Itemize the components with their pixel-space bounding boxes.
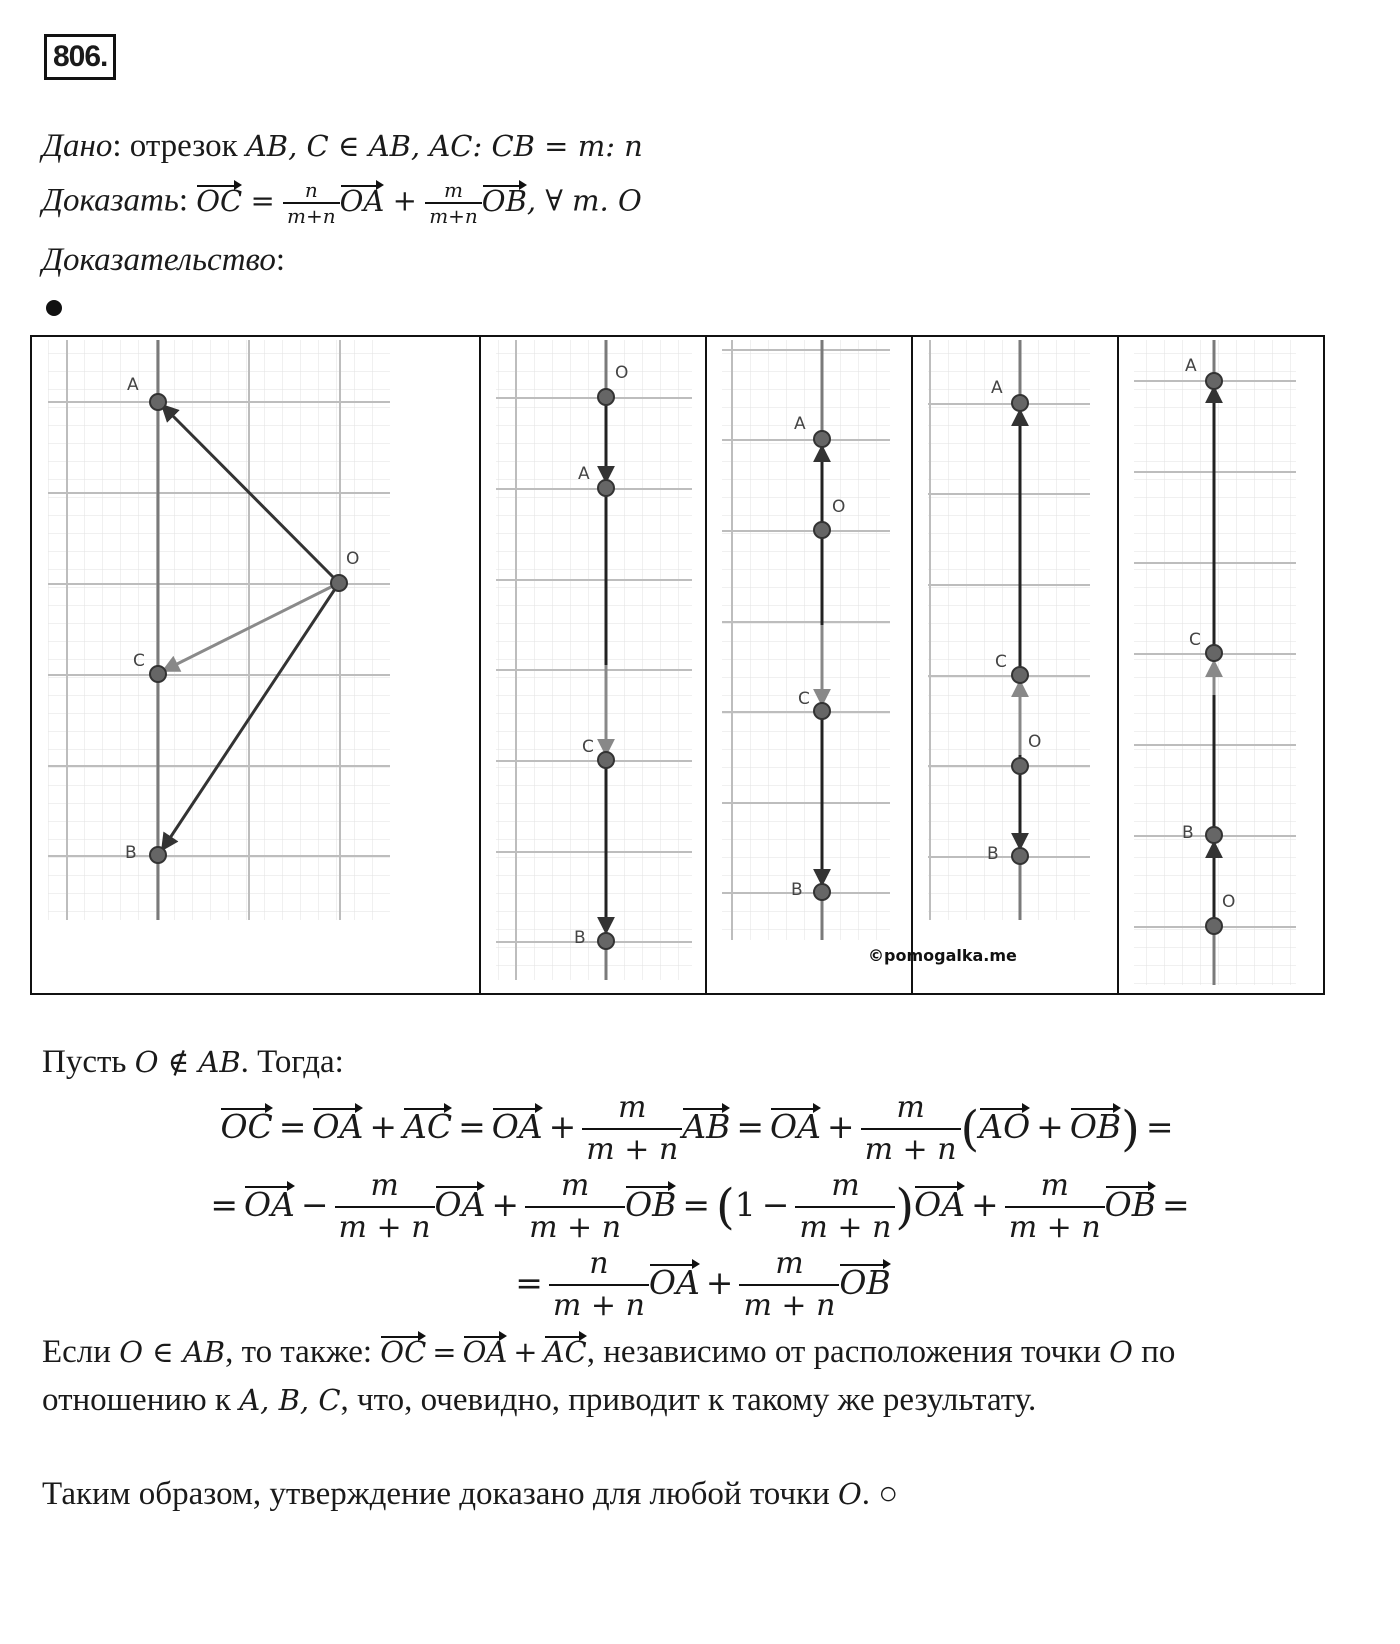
fraction: $\frac{m}{m + n}$: [582, 1088, 682, 1170]
prove-line: [42, 178, 642, 228]
problem-number: 806.: [44, 34, 116, 80]
point-marker: [331, 575, 347, 591]
point-label: C: [798, 689, 810, 709]
proof-label: Доказательство: [42, 242, 276, 278]
fraction-m-over-m-plus-n: $\frac{m}{m+n}$: [425, 178, 482, 228]
bullet-point: [46, 300, 62, 316]
conclusion-line: Таким образом, утверждение доказано для любой точки O. ○: [42, 1476, 899, 1512]
derivation-line-1: OC = OA + AC = OA + $\frac{m}{m + n}$ AB = OA + $\frac{m}{m + n}$ (AO + OB) =: [0, 1088, 1400, 1170]
point-label: B: [987, 844, 999, 864]
point-label: O: [346, 549, 360, 569]
point-label: A: [127, 375, 139, 395]
point-label: C: [1189, 630, 1201, 650]
fraction: $\frac{n}{m + n}$: [549, 1244, 649, 1326]
point-label: B: [791, 880, 803, 900]
case1-suffix: . Тогда:: [240, 1044, 344, 1080]
point-label: B: [574, 928, 586, 948]
case1-prefix: Пусть: [42, 1044, 135, 1080]
point-label: O: [832, 497, 846, 517]
panel-4: [928, 340, 1090, 920]
point-label: C: [995, 652, 1007, 672]
panel-5: [1134, 340, 1296, 985]
point-label: A: [1185, 356, 1197, 376]
point-marker: [150, 666, 166, 682]
case2-line-1: Если O ∈ AB, то также: OC = OA + AC, независимо от расположения точки O по: [42, 1334, 1176, 1370]
case1-line: [42, 1044, 344, 1081]
derivation-line-3: = $\frac{n}{m + n}$ OA + $\frac{m}{m + n}$ OB: [0, 1244, 1400, 1326]
point-label: C: [133, 651, 145, 671]
derivation-line-2: = OA − $\frac{m}{m + n}$ OA + $\frac{m}{m + n}$ OB = (1 − $\frac{m}{m + n}$ )OA + $\frac{m}{m + n}$ OB =: [0, 1166, 1400, 1248]
point-label: C: [582, 737, 594, 757]
case1-condition: O ∉ AB: [134, 1045, 241, 1079]
watermark: ©pomogalka.me: [868, 946, 1017, 965]
given-text: : отрезок: [112, 128, 246, 164]
point-label: A: [991, 378, 1003, 398]
fraction: $\frac{m}{m + n}$: [525, 1166, 625, 1248]
point-label: A: [578, 464, 590, 484]
fraction: $\frac{m}{m + n}$: [739, 1244, 839, 1326]
panel-2: [496, 340, 692, 980]
figure-panels: [30, 335, 1325, 995]
fraction-n-over-m-plus-n: $\frac{n}{m+n}$: [283, 178, 340, 228]
proof-line: [42, 242, 285, 279]
fraction: $\frac{m}{m + n}$: [795, 1166, 895, 1248]
panel-1: [48, 340, 390, 920]
point-label: O: [1222, 892, 1236, 912]
vector-ob: OB: [481, 183, 527, 218]
point-label: A: [794, 414, 806, 434]
case2-line-2: отношению к A, B, C, что, очевидно, приводит к такому же результату.: [42, 1382, 1037, 1418]
vector-oc: OC: [196, 183, 243, 218]
point-label: B: [1182, 823, 1194, 843]
point-marker: [150, 847, 166, 863]
given-math: AB, C ∈ AB, AC: CB = m: n: [245, 129, 643, 163]
fraction: $\frac{m}{m + n}$: [861, 1088, 961, 1170]
fraction: $\frac{m}{m + n}$: [335, 1166, 435, 1248]
prove-tail: , ∀ т. O: [526, 183, 642, 218]
equals-sign: =: [250, 183, 275, 218]
prove-label: Доказать: [42, 182, 179, 219]
fraction: $\frac{m}{m + n}$: [1005, 1166, 1105, 1248]
point-label: O: [615, 363, 629, 383]
proof-sep: :: [275, 242, 286, 278]
point-marker: [150, 394, 166, 410]
given-label: Дано: [42, 128, 113, 164]
vector-oa: OA: [339, 183, 385, 218]
prove-sep: :: [178, 182, 189, 219]
point-label: B: [125, 843, 137, 863]
point-label: O: [1028, 732, 1042, 752]
given-line: [42, 128, 643, 165]
plus-sign: +: [392, 183, 417, 218]
